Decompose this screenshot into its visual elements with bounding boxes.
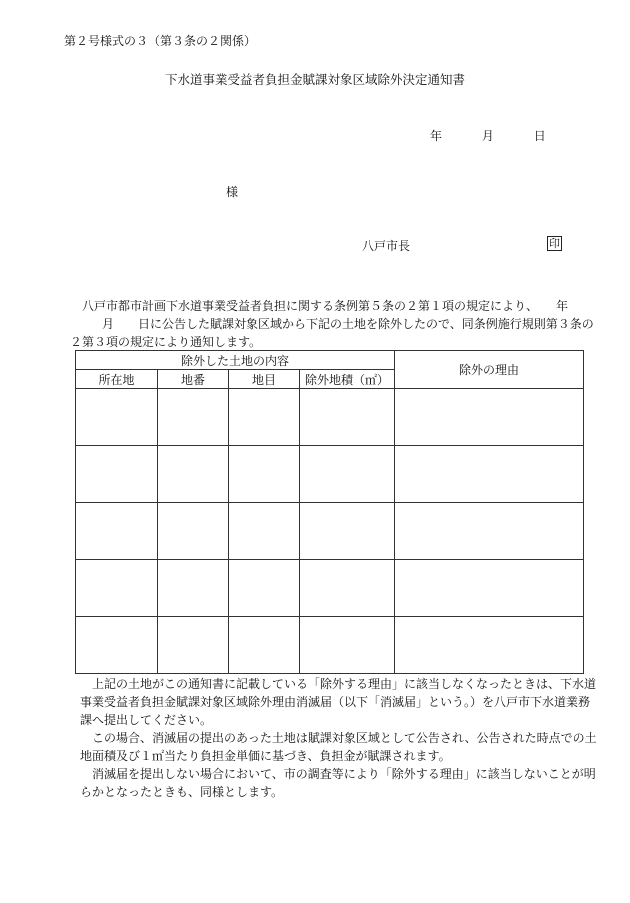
excluded-area-cell[interactable] xyxy=(300,503,395,560)
table-row xyxy=(76,617,584,674)
land-category-cell[interactable] xyxy=(229,617,300,674)
seal-mark: 印 xyxy=(549,237,560,250)
land-category-cell[interactable] xyxy=(229,446,300,503)
form-number: 第２号様式の３（第３条の２関係） xyxy=(64,34,257,48)
lot-number-cell[interactable] xyxy=(158,503,229,560)
note-line: この場合、消滅届の提出のあった土地は賦課対象区域として公告され、公告された時点での土 xyxy=(92,731,597,745)
land-category-cell[interactable] xyxy=(229,389,300,446)
reason-header: 除外の理由 xyxy=(395,351,584,389)
land-category-cell[interactable] xyxy=(229,560,300,617)
note-line: らかとなったときも、同様とします。 xyxy=(80,785,284,799)
addressee-suffix: 様 xyxy=(226,185,239,199)
column-header-location: 所在地 xyxy=(76,370,158,389)
location-cell[interactable] xyxy=(76,503,158,560)
date-line xyxy=(430,130,546,142)
intro-line: 月 日に公告した賦課対象区域から下記の土地を除外したので、同条例施行規則第３条の xyxy=(90,317,594,331)
land-category-cell[interactable] xyxy=(229,503,300,560)
notes-section xyxy=(80,675,597,801)
date-day-label: 日 xyxy=(533,129,546,143)
exclusion-table xyxy=(75,350,584,674)
table-row xyxy=(76,560,584,617)
reason-cell[interactable] xyxy=(395,503,584,560)
note-line: 上記の土地がこの通知書に記載している「除外する理由」に該当しなくなったときは、下水道 xyxy=(92,677,597,691)
group-header: 除外した土地の内容 xyxy=(76,351,395,370)
note-line: 消滅届を提出しない場合において、市の調査等により「除外する理由」に該当しないことが明 xyxy=(92,767,596,781)
note-line: 事業受益者負担金賦課対象区域除外理由消滅届（以下「消滅届」という。）を八戸市下水道業務 xyxy=(80,695,591,709)
excluded-area-cell[interactable] xyxy=(300,560,395,617)
location-cell[interactable] xyxy=(76,617,158,674)
column-header-lot-number: 地番 xyxy=(158,370,229,389)
document-title: 下水道事業受益者負担金賦課対象区域除外決定通知書 xyxy=(164,72,465,87)
location-cell[interactable] xyxy=(76,389,158,446)
column-header-excluded-area: 除外地積（㎡） xyxy=(300,370,395,389)
location-cell[interactable] xyxy=(76,560,158,617)
lot-number-cell[interactable] xyxy=(158,617,229,674)
intro-line: ２第３項の規定により通知します。 xyxy=(70,335,262,349)
date-month-label: 月 xyxy=(481,129,494,143)
lot-number-cell[interactable] xyxy=(158,560,229,617)
lot-number-cell[interactable] xyxy=(158,446,229,503)
column-header-land-category: 地目 xyxy=(229,370,300,389)
note-line: 地面積及び１㎡当たり負担金単価に基づき、負担金が賦課されます。 xyxy=(80,749,451,763)
reason-cell[interactable] xyxy=(395,560,584,617)
lot-number-cell[interactable] xyxy=(158,389,229,446)
reason-cell[interactable] xyxy=(395,617,584,674)
sender-name: 八戸市長 xyxy=(362,239,411,253)
table-row xyxy=(76,446,584,503)
intro-paragraph xyxy=(70,297,594,351)
reason-cell[interactable] xyxy=(395,389,584,446)
excluded-area-cell[interactable] xyxy=(300,617,395,674)
location-cell[interactable] xyxy=(76,446,158,503)
date-year-label: 年 xyxy=(430,129,443,143)
excluded-area-cell[interactable] xyxy=(300,446,395,503)
table-row xyxy=(76,389,584,446)
reason-cell[interactable] xyxy=(395,446,584,503)
note-line: 課へ提出してください。 xyxy=(80,713,213,727)
intro-line: 八戸市都市計画下水道事業受益者負担に関する条例第５条の２第１項の規定により、 年 xyxy=(82,299,569,313)
excluded-area-cell[interactable] xyxy=(300,389,395,446)
table-row xyxy=(76,503,584,560)
